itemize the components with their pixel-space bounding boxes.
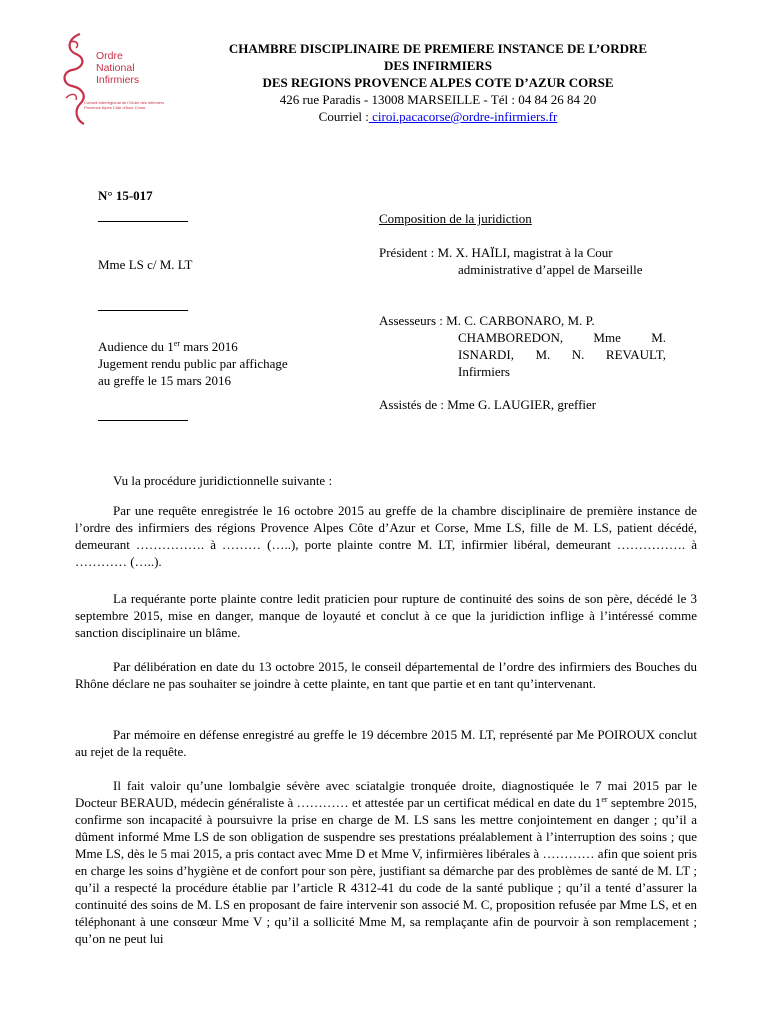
separator-rule (98, 310, 188, 311)
logo-word-infirmiers: Infirmiers (96, 74, 140, 86)
president-line-2: administrative d’appel de Marseille (458, 262, 643, 277)
paragraph-defense: Par mémoire en défense enregistré au greffe le 19 décembre 2015 M. LT, représenté par Me POIROUX conclut au rejet de la requête. (75, 727, 697, 759)
assessors-block (379, 312, 666, 380)
judgment-line-1: Jugement rendu public par affichage (98, 356, 288, 371)
president-block (379, 244, 666, 278)
separator-rule (98, 420, 188, 421)
hearing-date: Audience du 1er mars 2016 (98, 339, 238, 354)
document-header (150, 40, 726, 125)
mail-label: Courriel : (318, 109, 369, 124)
paragraph-complaint: La requérante porte plainte contre ledit praticien pour rupture de continuité des soins de son père, décédé le 3 septembre 2015, mise en danger, manque de loyauté et conclut à ce que la juridiction inflige à l’intéressé comme sanction disciplinaire un blâme. (75, 591, 697, 640)
header-mail-line (150, 108, 726, 125)
logo-swirl-icon (58, 28, 98, 128)
composition-title: Composition de la juridiction (379, 211, 532, 226)
paragraph-council: Par délibération en date du 13 octobre 2015, le conseil départemental de l’ordre des infirmiers des Bouches du Rhône déclare ne pas souhaiter se joindre à cette plainte, en tant que partie et en tant qu’intervenant. (75, 659, 697, 691)
paragraph-request: Par une requête enregistrée le 16 octobre 2015 au greffe de la chambre disciplinaire de première instance de l’ordre des infirmiers des régions Provence Alpes Côte d’Azur et Corse, Mme LS, fille de M. LS, patient décédé, demeurant ……………. à ……… (…..), porte plainte contre M. LT, infirmier libéral, demeurant ……………. à ………… (…..). (75, 503, 697, 569)
header-line-1: CHAMBRE DISCIPLINAIRE DE PREMIERE INSTANCE DE L’ORDRE (228, 41, 648, 56)
header-line-2: DES INFIRMIERS (384, 58, 492, 73)
header-address: 426 rue Paradis - 13008 MARSEILLE - Tél : 04 84 26 84 20 (279, 92, 597, 107)
paragraph-arguments: Il fait valoir qu’une lombalgie sévère avec sciatalgie tronquée droite, diagnostiquée le 7 mai 2015 par le Docteur BERAUD, médecin généraliste à ………… et attestée par un certificat médical en date du 1er septembre 2015, confirme son incapacité à poursuivre la prise en charge de M. LS sans les mettre conjointement en danger ; qu’il a dûment informé Mme LS de son obligation de suspendre ses prestations préalablement à l’interruption des soins ; que Mme LS, dès le 5 mai 2015, a pris contact avec Mme D et Mme V, infirmières libérales à ………… afin que soient pris en charge les soins d’hygiène et de confort pour son père, justifiant sa démarche par des problèmes de santé de M. LT ; qu’il a respecté la procédure établie par l’article R 4312-41 du code de la santé publique ; qu’il a tenté d’assurer la continuité des soins de M. LS en proposant de faire intervenir son associé M. C, proposition refusée par Mme LS, et en téléphonant à une consœur Mme V ; qu’il a sollicité Mme M, sa remplaçante afin de pourvoir à son remplacement ; qu’on ne peut lui (75, 778, 697, 946)
president-line-1: Président : M. X. HAÏLI, magistrat à la Cour (379, 245, 613, 260)
header-line-3: DES REGIONS PROVENCE ALPES COTE D’AZUR CORSE (262, 75, 614, 90)
case-parties: Mme LS c/ M. LT (98, 257, 193, 272)
logo-subtitle: Conseil Interrégional de l'Ordre des infirmiers Provence Alpes Côte d'Azur Corse (84, 100, 165, 110)
judgment-line-2: au greffe le 15 mars 2016 (98, 373, 231, 388)
assisted-by: Assistés de : Mme G. LAUGIER, greffier (379, 397, 597, 412)
case-number: N° 15-017 (98, 188, 153, 203)
logo-word-national: National (96, 62, 135, 74)
assessors-line-2: CHAMBOREDON, Mme M. ISNARDI, M. N. REVAULT, Infirmiers (458, 330, 666, 379)
separator-rule (98, 221, 188, 222)
logo-word-ordre: Ordre (96, 50, 123, 62)
mail-link[interactable]: ciroi.pacacorse@ordre-infirmiers.fr (368, 109, 558, 124)
assessors-line-1: Assesseurs : M. C. CARBONARO, M. P. (379, 313, 595, 328)
procedure-intro: Vu la procédure juridictionnelle suivante : (113, 473, 333, 488)
